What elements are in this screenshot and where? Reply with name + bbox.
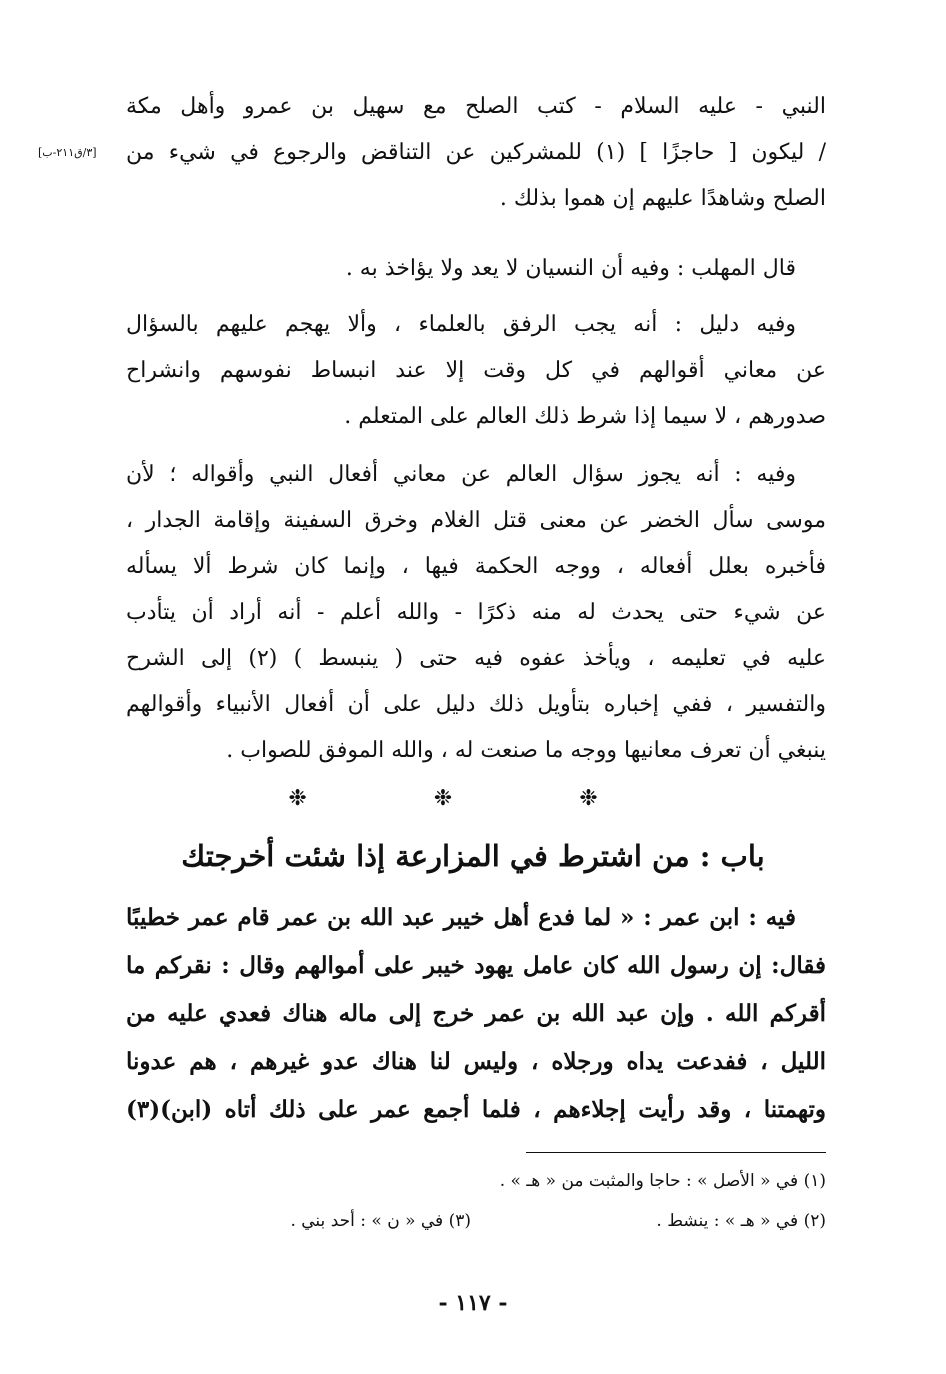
chapter-heading: باب : من اشترط في المزارعة إذا شئت أخرجتك (181, 839, 765, 873)
text-line: وفيه : أنه يجوز سؤال العالم عن معاني أفعال النبي وأقواله ؛ لأن (126, 462, 796, 487)
hadith-text (126, 894, 826, 1134)
footnote-3: (٣) في « ن » : أحد بني . (290, 1211, 471, 1231)
text-line: فقال: إن رسول الله كان عامل يهود خيبر على أموالهم وقال : نقركم ما (126, 952, 826, 979)
text-line: الليل ، ففدعت يداه ورجلاه ، وليس لنا هناك عدو غيرهم ، هم عدونا (126, 1048, 826, 1075)
text-line: والتفسير ، ففي إخباره بتأويل ذلك دليل على أن أفعال الأنبياء وأقوالهم (126, 692, 826, 717)
paragraph-muhallab (126, 246, 826, 292)
text-line: موسى سأل الخضر عن معنى قتل الغلام وخرق السفينة وإقامة الجدار ، (126, 508, 826, 533)
text-line: عن شيء حتى يحدث له منه ذكرًا - والله أعلم - أنه أراد أن يتأدب (126, 600, 826, 625)
text-line: صدورهم ، لا سيما إذا شرط ذلك العالم على المتعلم . (344, 404, 826, 429)
footnote-2: (٢) في « هـ » : ينشط . (656, 1211, 826, 1231)
text-line: وتهمتنا ، وقد رأيت إجلاءهم ، فلما أجمع عمر على ذلك أتاه (ابن)(٣) (126, 1096, 826, 1123)
text-line: فيه : ابن عمر : « لما فدع أهل خيبر عبد الله بن عمر قام عمر خطيبًا (126, 904, 796, 931)
text-line: أقركم الله . وإن عبد الله بن عمر خرج إلى ماله هناك فعدي عليه من (126, 1000, 826, 1027)
text-line: قال المهلب : وفيه أن النسيان لا يعد ولا يؤاخذ به . (345, 256, 796, 281)
text-line: / ليكون [ حاجزًا ] (١) للمشركين عن التناقض والرجوع في شيء من (126, 140, 826, 165)
text-line: فأخبره بعلل أفعاله ، ووجه الحكمة فيها ، وإنما كان شرط ألا يسأله (126, 554, 826, 579)
text-line: الصلح وشاهدًا عليهم إن هموا بذلك . (499, 186, 826, 211)
paragraph-evidence (126, 302, 826, 440)
footnote-divider (526, 1152, 826, 1153)
section-separator: ❉ ❉ ❉ (288, 786, 658, 811)
paragraph-khidr (126, 452, 826, 774)
paragraph-intro (126, 84, 826, 222)
text-line: وفيه دليل : أنه يجب الرفق بالعلماء ، وألا يهجم عليهم بالسؤال (126, 312, 796, 337)
text-line: عليه في تعليمه ، ويأخذ عفوه فيه حتى ( ينبسط ) (٢) إلى الشرح (126, 646, 826, 671)
text-line: النبي - عليه السلام - كتب الصلح مع سهيل بن عمرو وأهل مكة (126, 94, 826, 119)
manuscript-margin-note: [٣/ق٢١١-ب] (38, 146, 97, 159)
footnote-1: (١) في « الأصل » : حاجا والمثبت من « هـ » . (499, 1171, 826, 1191)
text-line: ينبغي أن تعرف معانيها ووجه ما صنعت له ، والله الموفق للصواب . (226, 738, 826, 763)
text-line: عن معاني أقوالهم في كل وقت إلا عند انبساط نفوسهم وانشراح (126, 358, 826, 383)
page-number: - ١١٧ - (438, 1290, 508, 1316)
